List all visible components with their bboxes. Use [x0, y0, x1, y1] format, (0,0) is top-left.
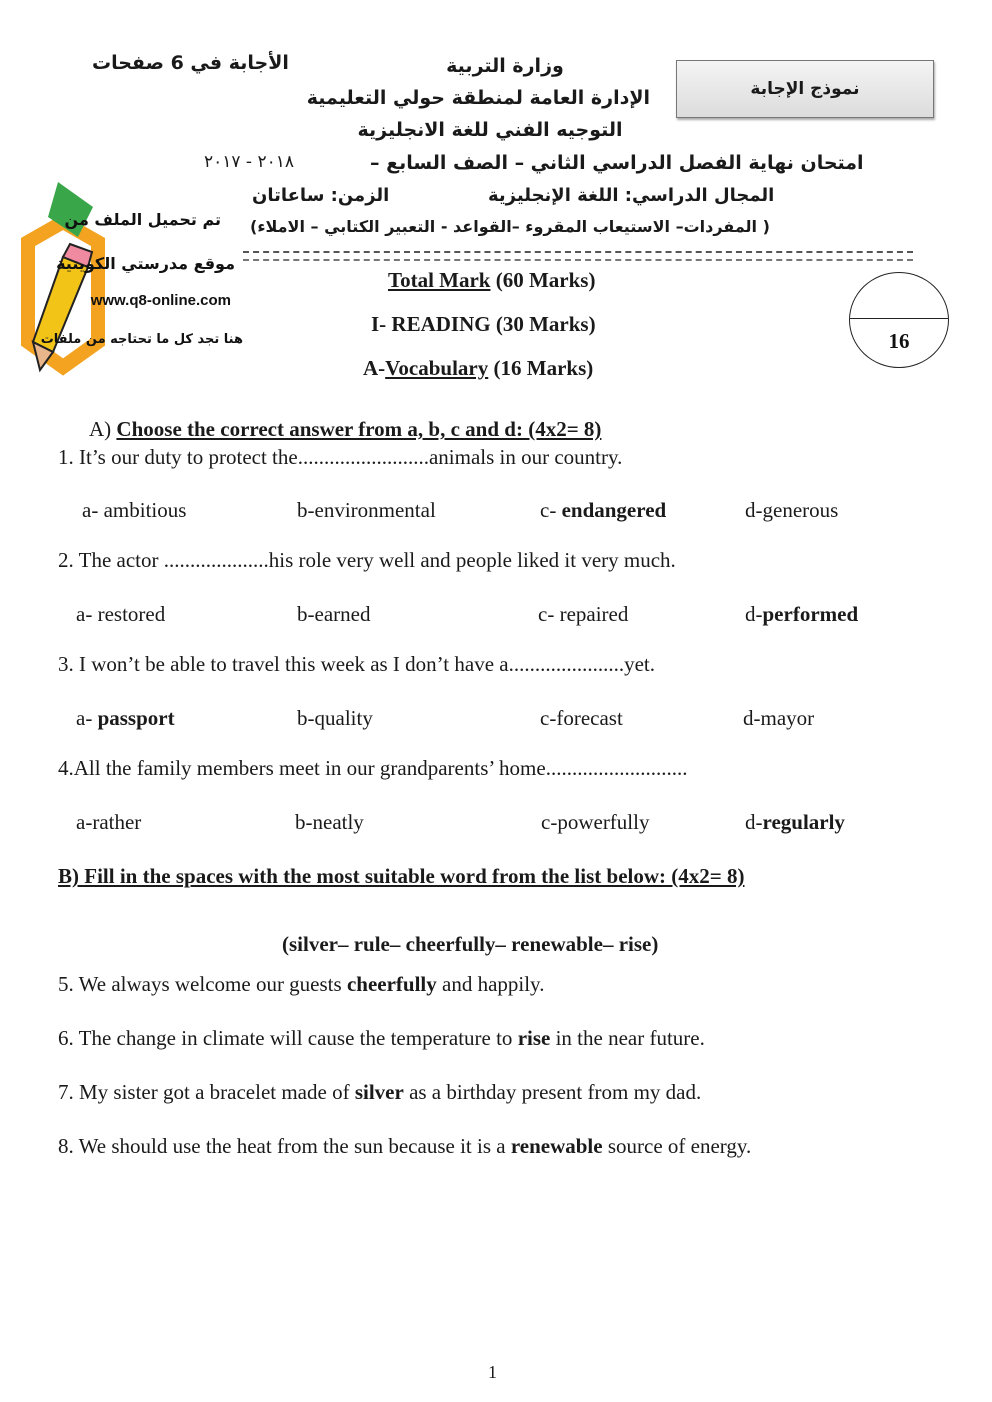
- question-text: 4.All the family members meet in our grandparents’ home...........................: [58, 756, 688, 780]
- word-list: (silver– rule– cheerfully– renewable– rise): [282, 932, 659, 956]
- sentence-before: 6. The change in climate will cause the temperature to: [58, 1026, 518, 1050]
- correct-answer: endangered: [561, 498, 667, 522]
- answer-option: [745, 602, 858, 627]
- option-word: quality: [314, 706, 373, 730]
- watermark-url: www.q8-online.com: [90, 292, 231, 309]
- option-letter: d-: [745, 602, 763, 626]
- site-watermark: [18, 182, 243, 377]
- exam-time: الزمن: ساعاتان: [252, 185, 390, 206]
- sentence-before: 5. We always welcome our guests: [58, 972, 347, 996]
- answer-option: [76, 810, 141, 835]
- reading-section-heading: I- READING (30 Marks): [371, 312, 596, 336]
- header-separator: [243, 251, 913, 261]
- sentence-after: and happily.: [436, 972, 545, 996]
- answer-option: [295, 810, 364, 835]
- option-word: rather: [92, 810, 142, 834]
- filled-answer: silver: [354, 1080, 404, 1104]
- fill-in-sentence: [58, 1134, 751, 1159]
- option-letter: c-: [540, 498, 562, 522]
- option-letter: a-: [76, 706, 98, 730]
- question-text: 3. I won’t be able to travel this week as I don’t have a......................yet.: [58, 652, 655, 676]
- answer-option: [538, 602, 628, 627]
- watermark-line4: هنا تجد كل ما تحتاجه من ملفات: [40, 332, 243, 347]
- answer-option: [540, 706, 623, 731]
- subject-field: المجال الدراسي: اللغة الإنجليزية: [488, 185, 775, 206]
- answer-option: [745, 498, 838, 523]
- exam-components: ( المفردات– الاستيعاب المقروء –القواعد - التعبير الكتابي – الاملاء): [250, 217, 770, 236]
- pages-note: الأجابة في 6 صفحات: [92, 52, 289, 74]
- sentence-before: 7. My sister got a bracelet made of: [58, 1080, 355, 1104]
- answer-option: [76, 602, 165, 627]
- option-word: generous: [762, 498, 839, 522]
- total-mark-label: Total Mark: [388, 268, 491, 292]
- question-text: 1. It’s our duty to protect the.........................animals in our country.: [58, 445, 623, 469]
- option-word: forecast: [556, 706, 623, 730]
- correct-answer: regularly: [762, 810, 845, 834]
- total-mark-value: (60 Marks): [495, 268, 596, 292]
- watermark-line1: تم تحميل الملف من: [64, 210, 221, 229]
- option-letter: b-: [297, 706, 315, 730]
- vocabulary-value: (16 Marks): [493, 356, 594, 380]
- ministry-title: وزارة التربية: [446, 55, 564, 77]
- exam-title: امتحان نهاية الفصل الدراسي الثاني – الصف السابع –: [370, 152, 864, 174]
- option-letter: a-: [82, 498, 104, 522]
- option-word: neatly: [312, 810, 364, 834]
- fill-in-sentence: [58, 972, 544, 997]
- directorate-title: الإدارة العامة لمنطقة حولي التعليمية: [306, 87, 650, 109]
- page-number: 1: [488, 1362, 497, 1382]
- option-word: repaired: [559, 602, 629, 626]
- part-a-prefix: A): [89, 417, 112, 441]
- fill-in-sentence: [58, 1026, 705, 1051]
- option-letter: c-: [540, 706, 557, 730]
- watermark-line2: موقع مدرستي الكويتية: [56, 254, 235, 273]
- answer-option: [76, 706, 175, 731]
- question-text: 2. The actor ....................his role very well and people liked it very much.: [58, 548, 676, 572]
- filled-answer: renewable: [510, 1134, 603, 1158]
- option-letter: a-: [76, 810, 93, 834]
- answer-option: [82, 498, 186, 523]
- sentence-after: in the near future.: [550, 1026, 705, 1050]
- option-word: environmental: [314, 498, 436, 522]
- correct-answer: passport: [97, 706, 175, 730]
- part-a-instruction-text: Choose the correct answer from a, b, c and d: (4x2= 8): [116, 417, 602, 441]
- answer-option: [743, 706, 814, 731]
- sentence-after: as a birthday present from my dad.: [403, 1080, 702, 1104]
- option-letter: c-: [538, 602, 560, 626]
- department-title: التوجيه الفني للغة الانجليزية: [357, 119, 623, 141]
- answer-option: [541, 810, 649, 835]
- option-word: ambitious: [103, 498, 187, 522]
- fill-in-sentence: [58, 1080, 701, 1105]
- option-letter: a-: [76, 602, 98, 626]
- correct-answer: performed: [762, 602, 859, 626]
- answer-option: [297, 706, 373, 731]
- answer-option: [297, 602, 370, 627]
- score-divider: [850, 318, 948, 319]
- sentence-after: source of energy.: [602, 1134, 752, 1158]
- option-letter: c-: [541, 810, 558, 834]
- score-total: 16: [888, 329, 910, 353]
- vocabulary-heading: [363, 356, 593, 381]
- academic-year: ٢٠١٨ - ٢٠١٧: [204, 152, 295, 172]
- option-letter: b-: [295, 810, 313, 834]
- sentence-before: 8. We should use the heat from the sun because it is a: [58, 1134, 511, 1158]
- option-word: powerfully: [557, 810, 650, 834]
- answer-option: [745, 810, 845, 835]
- option-letter: d-: [745, 498, 763, 522]
- option-word: mayor: [760, 706, 815, 730]
- filled-answer: rise: [517, 1026, 551, 1050]
- score-circle: [849, 272, 949, 368]
- total-mark-heading: [388, 268, 595, 293]
- part-b-instruction: B) Fill in the spaces with the most suitable word from the list below: (4x2= 8): [58, 864, 745, 888]
- part-a-instruction: [89, 417, 601, 442]
- option-letter: b-: [297, 602, 315, 626]
- filled-answer: cheerfully: [346, 972, 437, 996]
- model-answer-box: [676, 60, 934, 118]
- option-word: earned: [314, 602, 371, 626]
- option-letter: d-: [745, 810, 763, 834]
- option-letter: b-: [297, 498, 315, 522]
- vocabulary-prefix: A-: [363, 356, 386, 380]
- option-word: restored: [97, 602, 166, 626]
- answer-option: [297, 498, 436, 523]
- option-letter: d-: [743, 706, 761, 730]
- answer-option: [540, 498, 666, 523]
- model-answer-label: نموذج الإجابة: [750, 79, 860, 99]
- vocabulary-label: Vocabulary: [385, 356, 489, 380]
